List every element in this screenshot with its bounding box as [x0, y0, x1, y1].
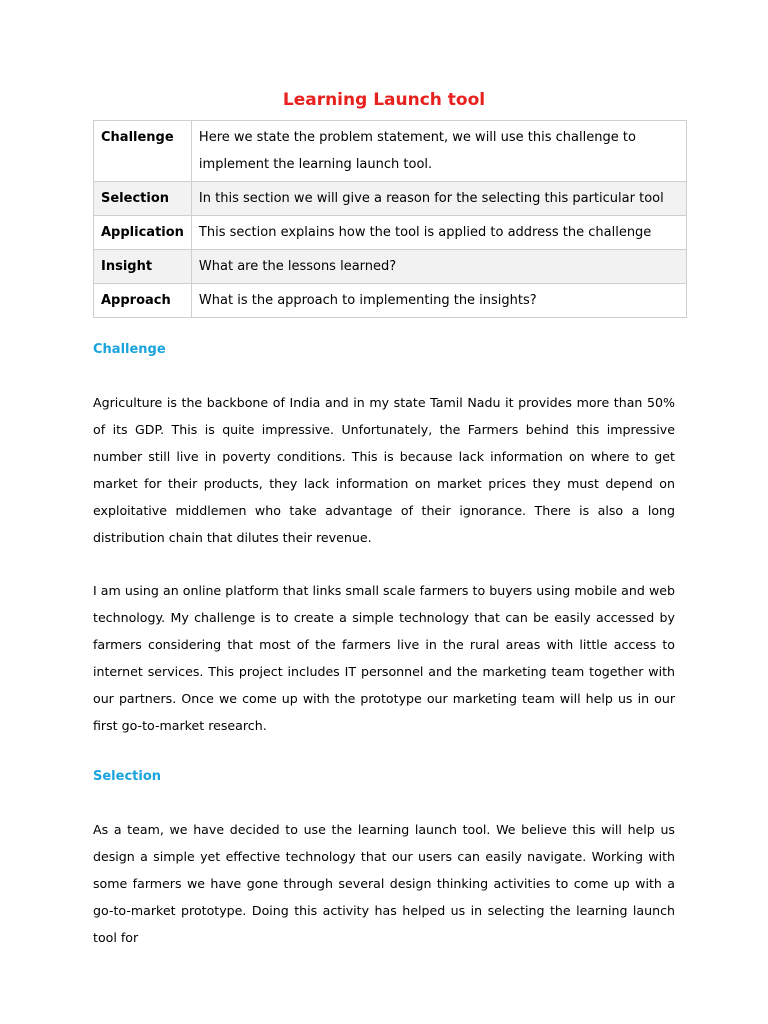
table-row-label: Insight — [94, 250, 192, 284]
table-row-challenge — [94, 121, 687, 182]
section-heading-selection: Selection — [93, 769, 162, 784]
table-row-approach — [94, 284, 687, 318]
table-row-selection — [94, 182, 687, 216]
table-row-text: Here we state the problem statement, we will use this challenge to implement the learning launch tool. — [191, 121, 686, 182]
document-title: Learning Launch tool — [282, 90, 486, 110]
table-row-text: What is the approach to implementing the insights? — [191, 284, 686, 318]
table-row-label: Approach — [94, 284, 192, 318]
table-row-label: Application — [94, 216, 192, 250]
summary-table — [93, 120, 687, 318]
table-row-text: This section explains how the tool is applied to address the challenge — [191, 216, 686, 250]
table-row-label: Challenge — [94, 121, 192, 182]
table-row-text: What are the lessons learned? — [191, 250, 686, 284]
table-row-insight — [94, 250, 687, 284]
challenge-paragraph-1: Agriculture is the backbone of India and in my state Tamil Nadu it provides more than 50% of its GDP. This is quite impressive. Unfortunately, the Farmers behind this impressive number still live in poverty conditions. This is because lack information on where to get market for their products, they lack information on market prices they must depend on exploitative middlemen who take advantage of their ignorance. There is also a long distribution chain that dilutes their revenue. — [93, 395, 675, 545]
section-heading-challenge: Challenge — [93, 342, 166, 357]
challenge-paragraph-2: I am using an online platform that links small scale farmers to buyers using mobile and web technology. My challenge is to create a simple technology that can be easily accessed by farmers considering that most of the farmers live in the rural areas with little access to internet services. This project includes IT personnel and the marketing team together with our partners. Once we come up with the prototype our marketing team will help us in our first go-to-market research. — [93, 583, 675, 733]
table-row-application — [94, 216, 687, 250]
table-row-label: Selection — [94, 182, 192, 216]
table-row-text: In this section we will give a reason for the selecting this particular tool — [191, 182, 686, 216]
selection-paragraph-1: As a team, we have decided to use the learning launch tool. We believe this will help us design a simple yet effective technology that our users can easily navigate. Working with some farmers we have gone through several design thinking activities to come up with a go-to-market prototype. Doing this activity has helped us in selecting the learning launch tool for — [93, 822, 675, 945]
